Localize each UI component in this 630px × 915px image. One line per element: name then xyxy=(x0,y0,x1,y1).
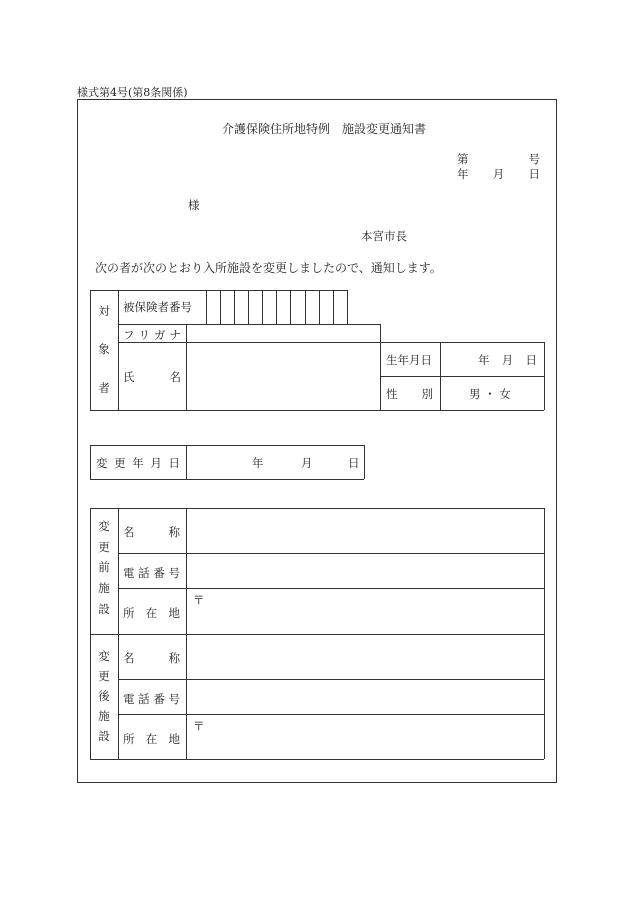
form-frame xyxy=(77,99,557,783)
birth-label: 生年月日 xyxy=(386,353,432,367)
after-address-label: 所 在 地 xyxy=(123,732,180,746)
change-date-month: 月 xyxy=(301,456,313,470)
sex-label: 性 別 xyxy=(386,387,433,401)
date-day: 日 xyxy=(528,167,540,181)
before-section-label: 変 更 前 施 設 xyxy=(98,519,110,616)
sex-value: 男 ・ 女 xyxy=(469,387,511,401)
name-label: 氏 名 xyxy=(123,370,181,384)
subject-section-label: 対 象 者 xyxy=(98,304,110,395)
change-date-day: 日 xyxy=(348,456,360,470)
furigana-label: フ リ ガ ナ xyxy=(123,328,181,342)
after-phone-label: 電 話 番 号 xyxy=(123,692,180,706)
addressee-sama: 様 xyxy=(188,198,200,212)
date-month: 月 xyxy=(492,167,505,181)
document-title: 介護保険住所地特例 施設変更通知書 xyxy=(222,122,427,136)
before-name-label: 名 称 xyxy=(123,525,180,539)
insured-number-label: 被保険者番号 xyxy=(123,300,192,314)
form-label: 様式第4号(第8条関係) xyxy=(77,86,188,99)
intro-text: 次の者が次のとおり入所施設を変更しましたので、通知します。 xyxy=(95,261,442,275)
date-year: 年 xyxy=(457,167,469,181)
before-phone-label: 電 話 番 号 xyxy=(123,566,180,580)
birth-value: 年 月 日 xyxy=(478,353,537,367)
after-name-label: 名 称 xyxy=(123,651,180,665)
number-dai: 第 xyxy=(457,152,469,166)
number-go: 号 xyxy=(528,152,540,166)
before-address-label: 所 在 地 xyxy=(123,606,180,620)
after-section-label: 変 更 後 施 設 xyxy=(98,649,110,743)
change-date-year: 年 xyxy=(252,456,264,470)
before-postal-mark: 〒 xyxy=(193,593,205,607)
document-number xyxy=(457,151,540,167)
after-postal-mark: 〒 xyxy=(193,719,205,733)
issuer: 本宮市長 xyxy=(361,229,407,243)
document-date xyxy=(457,166,540,182)
change-date-label: 変 更 年 月 日 xyxy=(96,456,180,470)
